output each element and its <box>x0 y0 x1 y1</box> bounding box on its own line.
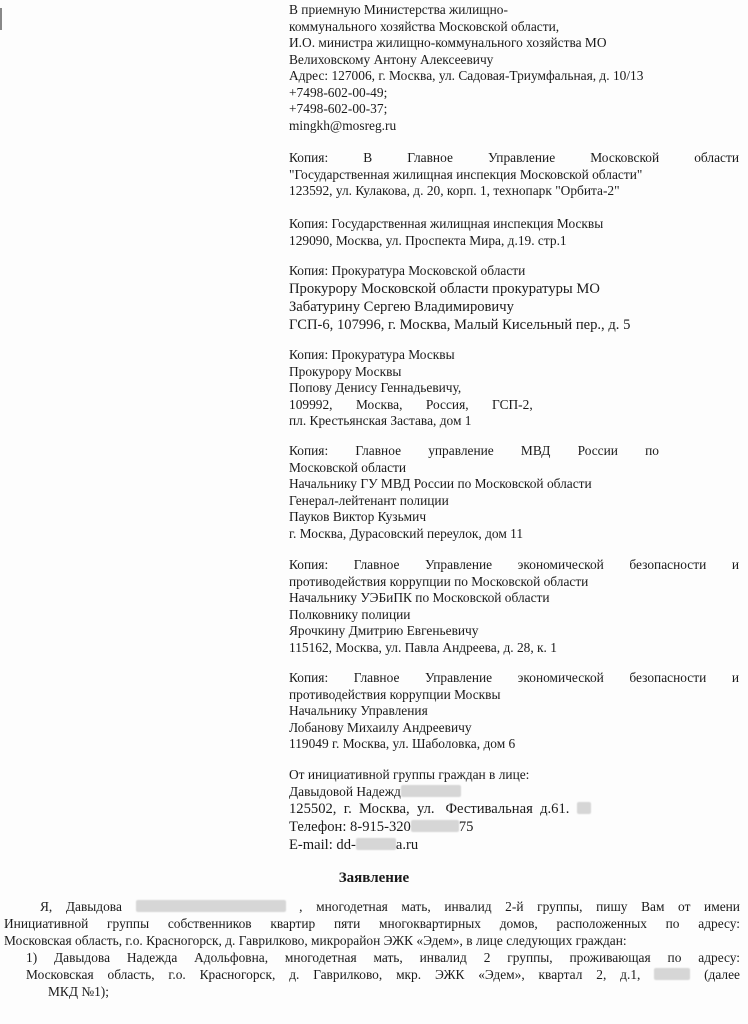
copy-line: Копия: В Главное Управление Московской области <box>289 150 739 165</box>
copy-line: Попову Денису Геннадьевичу, <box>289 380 462 395</box>
copy-line: 115162, Москва, ул. Павла Андреева, д. 28, к. 1 <box>289 639 557 655</box>
redacted-block <box>356 838 396 850</box>
copy-line: "Государственная жилищная инспекция Московской области" <box>289 166 643 182</box>
copy-line: Прокурору Москвы <box>289 363 402 379</box>
copy-line: Копия: Главное Управление экономической безопасности и <box>289 557 739 572</box>
sender-phone-line <box>289 818 739 836</box>
sender-address-line <box>289 800 739 818</box>
copy-line: пл. Крестьянская Застава, дом 1 <box>289 413 472 428</box>
page-edge-mark <box>0 8 2 30</box>
list-item-line: МКД №1); <box>48 984 109 999</box>
copy-block-prosecutor-mo <box>289 263 739 334</box>
list-item-address-suffix: (далее <box>704 967 740 982</box>
addressee-line: И.О. министра жилищно-коммунального хозяйства МО <box>289 35 607 50</box>
addressee-line: +7498-602-00-49; <box>289 84 388 100</box>
sender-block <box>289 767 739 854</box>
addressee-line: +7498-602-00-37; <box>289 101 388 116</box>
copy-line: противодействия коррупции Москвы <box>289 686 501 702</box>
addressee-line: коммунального хозяйства Московской области, <box>289 18 560 34</box>
redacted-block <box>136 900 286 912</box>
copy-line: Прокурору Московской области прокуратуры МО <box>289 280 600 297</box>
copy-line: Забатурину Сергею Владимировичу <box>289 298 514 315</box>
list-item-line <box>4 966 740 983</box>
sender-line: От инициативной группы граждан в лице: <box>289 767 530 782</box>
addressee-block <box>289 2 739 134</box>
copy-line: Пауков Виктор Кузьмич <box>289 509 427 524</box>
copy-block-mvd <box>289 443 659 542</box>
copy-line: 109992, Москва, Россия, ГСП-2, <box>289 396 533 412</box>
list-item-line: 1) Давыдова Надежда Адольфовна, многодетная мать, инвалид 2 группы, проживающая по адресу: <box>26 950 740 965</box>
copy-line: Копия: Государственная жилищная инспекция Москвы <box>289 216 604 231</box>
copy-line: Начальнику ГУ МВД России по Московской области <box>289 476 592 491</box>
statement-body <box>4 898 740 1000</box>
redacted-block <box>577 802 591 814</box>
addressee-email: mingkh@mosreg.ru <box>289 117 397 133</box>
copy-line: 129090, Москва, ул. Проспекта Мира, д.19. стр.1 <box>289 232 567 248</box>
redacted-block <box>654 968 690 980</box>
list-item-address: Московская область, г.о. Красногорск, д. Гаврилково, мкр. ЭЖК «Эдем», квартал 2, д.1, <box>26 967 641 982</box>
redacted-block <box>401 785 461 797</box>
addressee-line: Адрес: 127006, г. Москва, ул. Садовая-Триумфальная, д. 10/13 <box>289 68 644 83</box>
copy-line: 123592, ул. Кулакова, д. 20, корп. 1, технопарк "Орбита-2" <box>289 183 620 198</box>
addressee-line: Велиховскому Антону Алексеевичу <box>289 51 494 67</box>
sender-name-line <box>289 784 739 801</box>
copy-line: Начальнику Управления <box>289 703 428 718</box>
sender-phone-visible: Телефон: 8-915-320 <box>289 819 411 835</box>
sender-email-line <box>289 836 739 854</box>
copy-line: Генерал-лейтенант полиции <box>289 492 449 508</box>
copy-line: Копия: Прокуратура Московской области <box>289 263 526 278</box>
copy-line: Копия: Главное управление МВД России по <box>289 443 659 458</box>
copy-block-gzhi-moscow <box>289 216 739 249</box>
addressee-line: В приемную Министерства жилищно- <box>289 2 508 17</box>
sender-email-suffix: a.ru <box>395 837 419 853</box>
copy-line: 119049 г. Москва, ул. Шаболовка, дом 6 <box>289 736 516 751</box>
copy-block-uebipk-mo <box>289 557 739 656</box>
copy-line: Копия: Главное Управление экономической безопасности и <box>289 670 739 685</box>
copy-line: Московской области <box>289 459 407 475</box>
copy-line: Полковнику полиции <box>289 606 411 622</box>
copy-line: Ярочкину Дмитрию Евгеньевичу <box>289 623 479 638</box>
statement-title: Заявление <box>338 870 410 886</box>
statement-paragraph-line: Инициативной группы собственников квартир пяти многоквартирных домов, расположенных по адресу: <box>4 916 740 931</box>
redacted-block <box>411 820 459 832</box>
statement-paragraph-line: Московская область, г.о. Красногорск, д. Гаврилково, микрорайон ЭЖК «Эдем», в лице следующих граждан: <box>4 933 627 948</box>
copy-block-gzhi-mo <box>289 150 739 200</box>
copy-line: Начальнику УЭБиПК по Московской области <box>289 590 550 605</box>
copy-line: ГСП-6, 107996, г. Москва, Малый Кисельный пер., д. 5 <box>289 316 631 333</box>
copy-line: г. Москва, Дурасовский переулок, дом 11 <box>289 525 524 541</box>
copy-line: противодействия коррупции по Московской области <box>289 573 589 589</box>
sender-name-visible: Давыдовой Надежд <box>289 783 401 799</box>
copy-line: Лобанову Михаилу Андреевичу <box>289 719 472 735</box>
sender-address: 125502, г. Москва, ул. Фестивальная д.61. <box>289 801 570 817</box>
sender-phone-suffix: 75 <box>458 819 474 835</box>
copy-block-uebipk-moscow <box>289 670 739 753</box>
copy-line: Копия: Прокуратура Москвы <box>289 347 455 362</box>
statement-intro: Я, Давыдова <box>40 899 122 914</box>
statement-paragraph-line <box>4 898 740 915</box>
copy-block-prosecutor-moscow <box>289 347 739 430</box>
statement-intro-rest: , многодетная мать, инвалид 2-й группы, пишу Вам от имени <box>299 899 740 914</box>
sender-email-visible: E-mail: dd- <box>289 837 356 853</box>
